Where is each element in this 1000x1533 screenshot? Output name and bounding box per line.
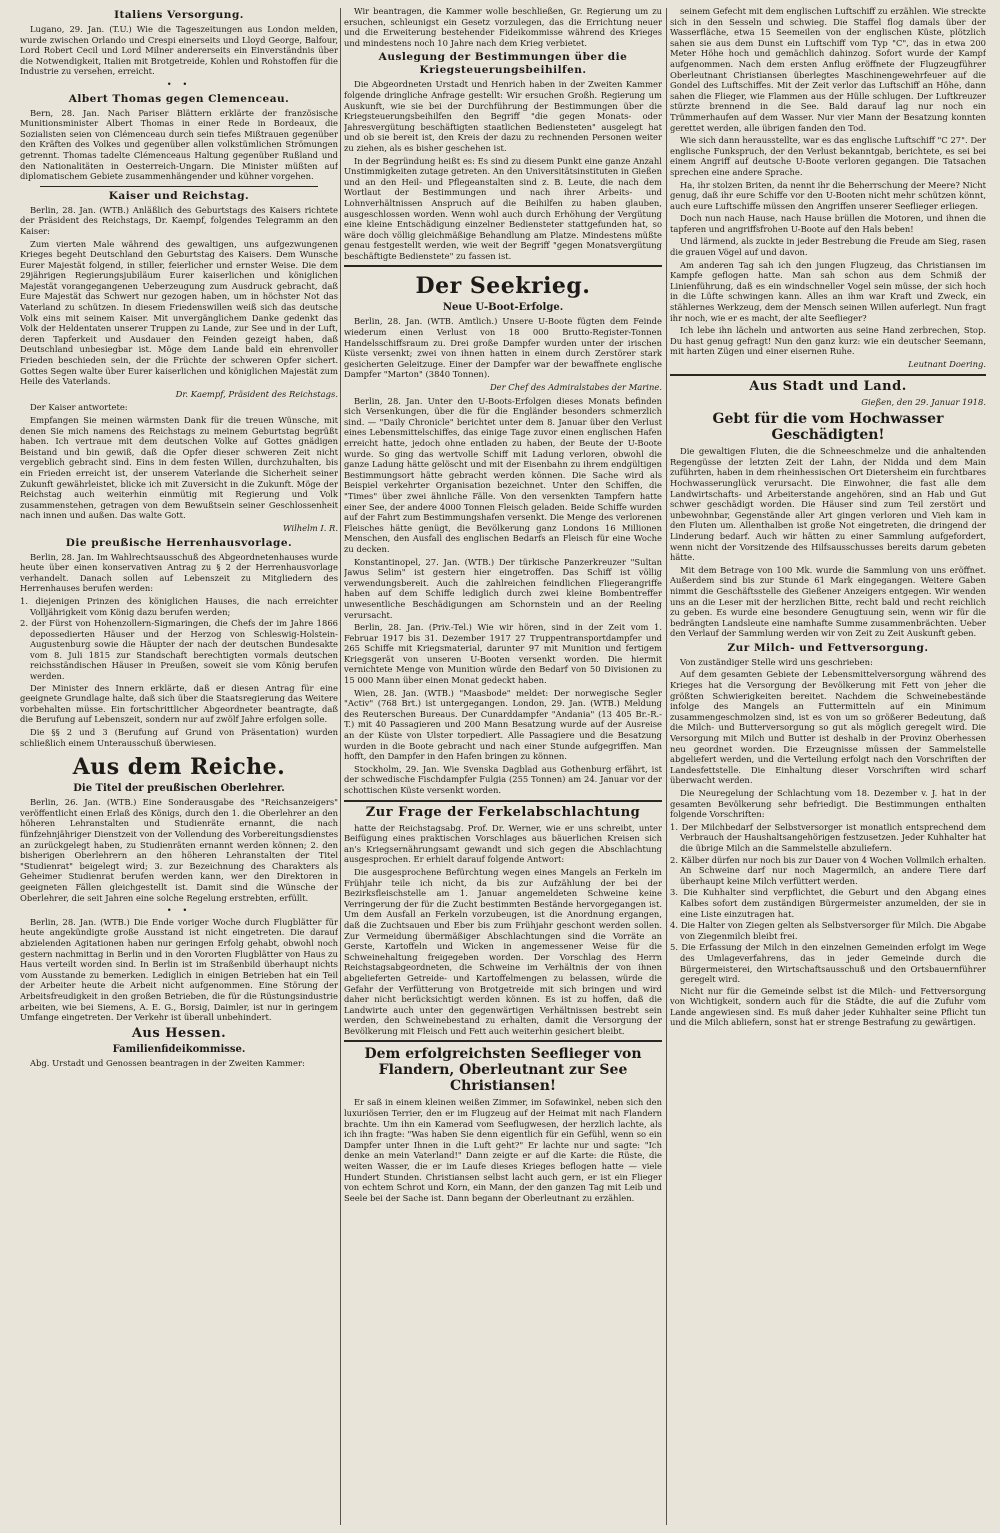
section-title-stadt-land: Aus Stadt und Land. bbox=[749, 378, 907, 394]
headline-kaiser: Kaiser und Reichstag. bbox=[108, 189, 250, 202]
list-item: 1. Der Milchbedarf der Selbstversorger ist monatlich entsprechend dem Verbrauch der Haushaltsangehörigen festzusetzen. Jeder Kuhhalter hat die übrige Milch an die Sammelstelle abzuliefern. bbox=[670, 821, 986, 853]
list-item: 1. diejenigen Prinzen des königlichen Hauses, die nach erreichter Volljährigkeit vom König dazu berufen werden; bbox=[20, 595, 338, 617]
article-kaiser-answer-intro: Der Kaiser antwortete: bbox=[30, 402, 128, 413]
article-see-5: Wien, 28. Jan. (WTB.) "Maasbode" meldet: Der norwegische Segler "Activ" (768 Brt.) ist untergegangen. London, 29. Jan. (WTB.) Meldung des Reuterschen Bureaus. Der Cunarddampfer "Andania" (13 405 Br.-R.-T.) mit 40 Passagieren und 200 Mann Besatzung wurde auf der Ausreise an der Küste von Ulster torpediert. Alle Passagiere und die Besatzung wurden in die Boote gebracht und nach einer Stunde aufgegriffen. Man hofft, den Dampfer in den Hafen bringen zu können. bbox=[344, 687, 662, 762]
article-milch-2: Auf dem gesamten Gebiete der Lebensmittelversorgung während des Krieges hat die Versorgung der Bevölkerung mit Fett von jeher die größten Schwierigkeiten bereitet. Nachdem die Schweinebestände infolge des Mangels an Futtermitteln auf ein Minimum zusammengeschmolzen sind, ist es von um so größerer Bedeutung, daß die Milch- und Butterversorgung so gut als möglich geregelt wird. Die Versorgung mit Milch und Butter ist deshalb in der Provinz Oberhessen neu geordnet worden. Die Erzeugnisse müssen der Sammelstelle abgeliefert werden, und die Verteilung erfolgt nach den Vorschriften der Landesfettstelle. Die Einhaltung dieser Vorschriften wird scharf überwacht werden. bbox=[670, 669, 986, 786]
article-milch-4: Nicht nur für die Gemeinde selbst ist die Milch- und Fettversorgung von Wichtigkeit, sondern auch für die Städte, die auf die Zufuhr vom Lande angewiesen sind. Es muß daher jeder Kuhhalter seine Pflicht tun und die Milch abliefern, sonst hat er strenge Bestrafung zu gewärtigen. bbox=[670, 985, 986, 1028]
headline-fideikommisse: Familienfideikommisse. bbox=[112, 1043, 246, 1055]
article-thomas: Bern, 28. Jan. Nach Pariser Blättern erklärte der französische Munitionsminister Albert Thomas in einer Rede in Bordeaux, die Sozialisten seien von Clémenceau durch sein tiefes Mißtrauen gegenüber den Kräften des Volkes und gegenüber allen volkstümlichen Strömungen getrennt. Thomas tadelte Clémenceaus Haltung gegenüber Rußland und den Nationalitäten in Oesterreich-Ungarn. Die Minister müßten auf diplomatischem Gebiete zusammenhängender und kühner vorgehen. bbox=[20, 107, 338, 182]
article-seeflieger-cont-4: Doch nun nach Hause, nach Hause brüllen die Motoren, und ihnen die tapferen und angriffsfrohen U-Boote auf den Hals beben! bbox=[670, 213, 986, 234]
headline-seeflieger: Dem erfolgreichsten Seeflieger von Flandern, Oberleutnant zur See Christiansen! bbox=[364, 1046, 642, 1095]
article-seeflieger-cont-5: Und lärmend, als zuckte in jeder Bestrebung die Freude am Sieg, rasen die grauen Vögel auf und davon. bbox=[670, 236, 986, 258]
article-herrenhaus-3: Die §§ 2 und 3 (Berufung auf Grund von Präsentation) wurden schließlich einem Unterausschuß überwiesen. bbox=[20, 727, 338, 748]
article-milch-3: Die Neuregelung der Schlachtung vom 18. Dezember v. J. hat in der gesamten Bevölkerung sehr befriedigt. Die Bestimmungen enthalten folgende Vorschriften: bbox=[670, 788, 986, 820]
headline-italien: Italiens Versorgung. bbox=[114, 9, 244, 21]
separator-dots: • • bbox=[166, 78, 192, 89]
section-title-seekrieg: Der Seekrieg. bbox=[415, 273, 591, 300]
article-ferkel-2: Die ausgesprochene Befürchtung wegen eines Mangels an Ferkeln im Frühjahr teile ich nicht, da bis zur Aufzählung der bei der Bezirksfleischstelle am 1. Januar angemeldeten Schweine keine Verringerung der für die Zucht bestimmten Bestände hervorgegangen ist. Um dem Ausfall an Ferkeln vorzubeugen, ist die Anordnung ergangen, daß die Zuchtsauen und Eber bis zum Frühjahr geschont werden sollen. Zur Vermeidung übermäßiger Abschlachtungen sind die Vorräte an Gerste, Kartoffeln und Wicken in angemessener Weise für die Schweinehaltung freigegeben worden. Der Vorschlag des Herrn Reichstagsabgeordneten, die Schweine im Verhältnis der von ihnen abgelieferten Getreide- und Kartoffelmengen zu belassen, würde die Gefahr der Verfütterung von Brotgetreide mit sich bringen und wird daher nicht berücksichtigt werden können. Es ist zu hoffen, daß die Landwirte auch unter den gegenwärtigen Verhältnissen bestrebt sein werden, den Schweinebestand zu erhalten, damit die Versorgung der Bevölkerung mit Fleisch und Fett auch weiterhin gesichert bleibt. bbox=[344, 866, 662, 1036]
section-title-hessen: Aus Hessen. bbox=[131, 1025, 227, 1041]
article-see-6: Stockholm, 29. Jan. Wie Svenska Dagblad aus Gothenburg erfährt, ist der schwedische Fischdampfer Fulgia (255 Tonnen) am 24. Januar vor der schottischen Küste versenkt worden. bbox=[344, 763, 662, 795]
headline-thomas: Albert Thomas gegen Clemenceau. bbox=[68, 92, 290, 105]
dateline: Gießen, den 29. Januar 1918. bbox=[861, 396, 986, 407]
article-auslegung-2: In der Begründung heißt es: Es sind zu diesem Punkt eine ganze Anzahl Unstimmigkeiten zutage getreten. An den Universitätsinstituten in Gießen und an den Heil- und Pflegeanstalten sind z. B. Leute, die nach dem Wortlaut der Bestimmungen und nach ihrer Arbeits- und Lohnverhältnissen Anspruch auf die Beihilfen zu haben glauben, ausgeschlossen worden. Wenn wohl auch durch Erhöhung der Vergütung eine kleine Entschädigung einzelner Bediensteter stattgefunden hat, so wäre doch völlig gleichmäßige Behandlung am Platze. Mindestens müßte genau festgestellt werden, wie weit der Begriff "gegen Monatsvergütung beschäftigte Bedienstete" zu fassen ist. bbox=[344, 155, 662, 261]
headline-ferkel: Zur Frage der Ferkelabschlachtung bbox=[365, 804, 641, 820]
column-rule-right bbox=[666, 8, 667, 1525]
article-seeflieger: Er saß in einem kleinen weißen Zimmer, im Sofawinkel, neben sich den luxuriösen Terrier, den er im Flugzeug auf der Heimat mit nach Flandern brachte. Um ihn ein Kamerad vom Seeflugwesen, der herzlich lachte, als ich ihn fragte: "Was haben Sie denn eigentlich für ein Gefühl, wenn so ein Dampfer unter Ihnen in die Luft geht?" Er lachte nur und sagte: "Ich denke an mein Vaterland!" Dann zeigte er auf die Karte: die Rüste, die weiten Wasser, die er im Laufe dieses Krieges beflogen hatte — viele Hundert Stunden. Christiansen selbst lacht auch gern, er ist ein Flieger von echtem Schrot und Korn, ein Mann, der den ganzen Tag mit Leib und Seele bei der Sache ist. Dann begann der Oberleutnant zu erzählen. bbox=[344, 1097, 662, 1203]
list-item: 4. Die Halter von Ziegen gelten als Selbstversorger für Milch. Die Abgabe von Ziegenmilch bleibt frei. bbox=[670, 920, 986, 941]
section-rule bbox=[344, 800, 662, 802]
section-title-reiche: Aus dem Reiche. bbox=[72, 754, 286, 781]
article-kaiser-intro: Berlin, 28. Jan. (WTB.) Anläßlich des Geburtstags des Kaisers richtete der Präsident des Reichstags, Dr. Kaempf, folgendes Telegramm an den Kaiser: bbox=[20, 204, 338, 236]
column-1 bbox=[20, 6, 338, 1527]
article-see-1: Berlin, 28. Jan. (WTB. Amtlich.) Unsere U-Boote fügten dem Feinde wiederum einen Verlust von 18 000 Brutto-Register-Tonnen Handelsschiffsraum zu. Drei große Dampfer wurden unter der irischen Küste versenkt; zwei von ihnen hatten in einem durch Zerstörer stark gesicherten Geleitzuge. Einer der Dampfer war der bewaffnete englische Dampfer "Marton" (3840 Tonnen). bbox=[344, 316, 662, 380]
column-2 bbox=[344, 6, 662, 1527]
list-item: 2. der Fürst von Hohenzollern-Sigmaringen, die Chefs der im Jahre 1866 depossedierten Häuser und der Herzog von Schleswig-Holstein-Augustenburg sowie die Häupter der nach der deutschen Bundesakte vom 8. Juli 1815 zur Standschaft berechtigten vormals deutschen reichsständischen Häuser in Preußen, soweit sie vom König berufen werden. bbox=[20, 618, 338, 682]
list-item: 2. Kälber dürfen nur noch bis zur Dauer von 4 Wochen Vollmilch erhalten. An Schweine darf nur noch Magermilch, an andere Tiere darf überhaupt keine Milch verfüttert werden. bbox=[670, 854, 986, 886]
signature-kaempf: Dr. Kaempf, Präsident des Reichstags. bbox=[175, 388, 338, 399]
headline-hochwasser: Gebt für die vom Hochwasser Geschädigten! bbox=[712, 411, 944, 444]
article-see-2: Berlin, 28. Jan. Unter den U-Boots-Erfolgen dieses Monats befinden sich Versenkungen, über die für die Engländer besonders schmerzlich sind. — "Daily Chronicle" berichtet unter dem 8. Januar über den Verlust eines Lebensmittelschiffes, das einige Tage zuvor einen englischen Hafen erreicht hatte, jedoch ohne entladen zu haben, der Beute der U-Boote wurde. So ging das wertvolle Schiff mit Ladung verloren, obwohl die ganze Ladung hätte gelöscht und mit der Eisenbahn zu ihrem endgültigen Bestimmungsort hätte gebracht werden können. Die Sache wird als Beispiel verkehrter Organisation bezeichnet. Unter den Schiffen, die "Times" über zwei ähnliche Fälle. Von den versenkten Tampfern hatte einer See, der andere 4000 Tonnen Fleisch geladen. Beide Schiffe wurden auf der Fahrt zum Bestimmungshafen versenkt. Die Menge des verlorenen Fleisches hätte genügt, die Bevölkerung ganz Londons 16 Millionen Menschen, den Ausfall des englischen Bedarfs an Fleisch für eine Woche zu decken. bbox=[344, 395, 662, 554]
article-hochwasser-1: Die gewaltigen Fluten, die die Schneeschmelze und die anhaltenden Regengüsse der letzten Zeit der Lahn, der Nidda und dem Main zuführten, haben in dem rheinhessischen Ort Dietersheim ein furchtbares Hochwasserunglück verursacht. Die Einwohner, die fast alle dem Landwirtschafts- und Arbeiterstande angehören, sind an Hab und Gut schwer geschädigt worden. Die Häuser sind zum Teil zerstört und unbewohnbar, Gegenstände aller Art gingen verloren und Vieh kam in den Fluten um. Allenthalben ist große Not eingetreten, die dringend der Linderung bedarf. Auch wir hätten zu einer Sammlung aufgefordert, wenn nicht der Vorsitzende des Hilfsausschusses bereits darum gebeten hätte. bbox=[670, 446, 986, 563]
article-auslegung-1: Die Abgeordneten Urstadt und Henrich haben in der Zweiten Kammer folgende dringliche Anfrage gestellt: Wir ersuchen Großh. Regierung um Auskunft, wie sie bei der Durchführung der Bestimmungen über die Kriegsteuerungsbeihilfen den Begriff "die gegen Monats- oder Jahresvergütung beschäftigten staatlichen Bediensteten" ausgelegt hat und ob sie bereit ist, den Kreis der dazu zu rechnenden Personen weiter zu ziehen, als es bisher geschehen ist. bbox=[344, 79, 662, 153]
article-see-4: Berlin, 28. Jan. (Priv.-Tel.) Wie wir hören, sind in der Zeit vom 1. Februar 1917 bis 31. Dezember 1917 27 Truppentransportdampfer und 265 Schiffe mit Kriegsmaterial, darunter 97 mit Munition und fertigem Kriegsgerät von unseren U-Booten versenkt worden. Die hiermit vernichtete Menge von Munition würde den Bedarf von 50 Divisionen zu 15 000 Mann über einen Monat gedeckt haben. bbox=[344, 622, 662, 686]
article-streik: Berlin, 28. Jan. (WTB.) Die Ende voriger Woche durch Flugblätter für heute angekündigte große Ausstand ist nicht eingetreten. Die darauf abzielenden Agitationen haben nur geringen Erfolg gehabt, obwohl noch gestern nachmittag in Berlin und in den Vororten Flugblätter von Haus zu Haus verteilt worden sind. In Berlin ist im Straßenbild überhaupt nichts vom Ausstande zu bemerken. Lediglich in einigen Betrieben hat ein Teil der Arbeiter heute die Arbeit nicht aufgenommen. Eine Störung der Arbeitsfreudigkeit in den großen Betrieben, die für die Rüstungsindustrie arbeiten, wie bei Siemens, A. E. G., Borsig, Daimler, ist nur in geringem Umfange eingetreten. Der Verkehr ist überall unbehindert. bbox=[20, 916, 338, 1023]
section-rule bbox=[344, 265, 662, 267]
article-herrenhaus-1: Berlin, 28. Jan. Im Wahlrechtsausschuß des Abgeordnetenhauses wurde heute über einen konservativen Antrag zu § 2 der Herrenhausvorlage verhandelt. Danach sollen auf Lebenszeit zu Mitgliedern des Herrenhauses berufen werden: bbox=[20, 551, 338, 594]
article-kaiser-telegram: Zum vierten Male während des gewaltigen, uns aufgezwungenen Krieges begeht Deutschland den Geburtstag des Kaisers. Dem Wunsche Eurer Majestät folgend, in stiller, feierlicher und ernster Weise. Die dem 29jährigen Regierungsjubiläum Eurer kaiserlichen und königlichen Majestät vorangegangenen Ueberzeugung zum Ausdruck gebracht, daß Eure Majestät das Schwert nur gezogen haben, um in höchster Not das Vaterland zu schützen. In diesem Friedenswillen weiß sich das deutsche Volk eins mit seinem Kaiser. Mit unvergänglichem Danke gedenkt das Volk der Heldentaten unserer Truppen zu Lande, zur See und in der Luft, deren Tapferkeit und Ausdauer den Feinden gezeigt haben, daß Deutschland unbesiegbar ist. Möge dem Lande bald ein ehrenvoller Frieden beschieden sein, der die Früchte der schweren Opfer sichert. Gottes Segen walte über Eurer kaiserlichen und königlichen Majestät zum Heile des Vaterlands. bbox=[20, 238, 338, 387]
signature-wilhelm: Wilhelm I. R. bbox=[282, 522, 338, 533]
headline-auslegung: Auslegung der Bestimmungen über die Kriegsteuerungsbeihilfen. bbox=[378, 51, 628, 77]
article-see-3: Konstantinopel, 27. Jan. (WTB.) Der türkische Panzerkreuzer "Sultan Jawus Selim" ist gestern hier eingetroffen. Das Schiff ist völlig verwendungsbereit. Auch die zahlreichen feindlichen Fliegerangriffe haben auf dem Schiffe lediglich durch zwei kleine Bombentreffer unwesentliche Beschädigungen am Schornstein und an der Reeling verursacht. bbox=[344, 556, 662, 620]
headline-uboot: Neue U-Boot-Erfolge. bbox=[442, 302, 564, 314]
article-seeflieger-cont-7: Ich lebe ihn lächeln und antworten aus seine Hand zerbrechen, Stop. Du hast genug gefragt! Nun den ganz kurz: wie ein deutscher Seemann, mit harten Zügen und einer eisernen Ruhe. bbox=[670, 325, 986, 357]
headline-milch: Zur Milch- und Fettversorgung. bbox=[727, 641, 929, 654]
section-rule bbox=[344, 1040, 662, 1042]
article-seeflieger-cont-1: seinem Gefecht mit dem englischen Luftschiff zu erzählen. Wie streckte sich in den Sesseln und schwieg. Die Staffel flog damals über der Wasserfläche, etwa 15 Seemeilen von der englischen Küste, plötzlich sahen sie aus dem Dunst ein Luftschiff vom Typ "C", das in etwa 200 Meter Höhe hoch und gemächlich dahinzog. Sofort wurde der Kampf aufgenommen. Nach dem ersten Anflug eröffnete der Flugzeugführer Oberleutnant Christiansen überlegtes Maschinengewehrfeuer auf die Gondel des Luftschiffes. Mit der Zeit verlor das Luftschiff an Höhe, dann sahen die Flieger, wie Flammen aus der Hülle schlugen. Der Luftkreuzer stürzte brennend in die See. Bald darauf lag nur noch ein Trümmerhaufen auf dem Wasser. Nur vier Mann der Besatzung konnten gerettet werden, alle übrigen fanden den Tod. bbox=[670, 6, 986, 133]
section-rule bbox=[670, 374, 986, 376]
article-herrenhaus-2: Der Minister des Innern erklärte, daß er diesen Antrag für eine geeignete Grundlage halte, daß sich über die Staatsregierung das Weitere vorbehalten müsse. Ein fortschrittlicher Abgeordneter beantragte, daß die Berufung auf Lebenszeit, sondern nur auf zwölf Jahre erfolgen solle. bbox=[20, 682, 338, 725]
article-ferkel-1: hatte der Reichstagsabg. Prof. Dr. Werner, wie er uns schreibt, unter Beifügung eines praktischen Vorschlages aus bäuerlichen Kreisen sich an's Kriegsernährungsamt gewandt und sich gegen die Abschlachtung ausgesprochen. Er erhielt darauf folgende Antwort: bbox=[344, 822, 662, 865]
list-item: 3. Die Kuhhalter sind verpflichtet, die Geburt und den Abgang eines Kalbes sofort dem zuständigen Bürgermeister anzumelden, der sie in eine Liste einzutragen hat. bbox=[670, 887, 986, 919]
headline-oberlehrer: Die Titel der preußischen Oberlehrer. bbox=[73, 783, 285, 795]
article-seeflieger-cont-3: Ha, ihr stolzen Briten, da nennt ihr die Beherrschung der Meere? Nicht genug, daß ihr eure Schiffe vor den U-Booten nicht mehr schützen könnt, auch eure Luftschiffe müssen den Angriffen unserer Seeflieger erliegen. bbox=[670, 179, 986, 211]
list-item: 5. Die Erfassung der Milch in den einzelnen Gemeinden erfolgt im Wege des Umlageverfahrens, das in jeder Gemeinde durch die Bürgermeisterei, den Wirtschaftsausschuß und den Ortsbauernführer geregelt wird. bbox=[670, 942, 986, 985]
column-rule-left bbox=[340, 8, 341, 1525]
article-fideikommisse: Wir beantragen, die Kammer wolle beschließen, Gr. Regierung um zu ersuchen, schleunigst ein Gesetz vorzulegen, das die Errichtung neuer und die Erweiterung bestehender Fideikommisse während des Krieges und mindestens noch 10 Jahre nach dem Krieg verbietet. bbox=[344, 6, 662, 48]
headline-herrenhaus: Die preußische Herrenhausvorlage. bbox=[65, 536, 293, 549]
section-rule bbox=[40, 186, 318, 187]
signature-admiralstab: Der Chef des Admiralstabes der Marine. bbox=[489, 382, 662, 393]
article-italien: Lugano, 29. Jan. (T.U.) Wie die Tageszeitungen aus London melden, wurde zwischen Orlando und Crespi einerseits und Lloyd George, Balfour, Lord Robert Cecil und Lord Milner andererseits ein Einverständnis über die Notwendigkeit, Italien mit Brotgetreide, Kohlen und Rohstoffen für die Industrie zu versehen, erreicht. bbox=[20, 24, 338, 77]
article-seeflieger-cont-6: Am anderen Tag sah ich den jungen Flugzeug, das Christiansen im Kampfe geflogen hatte. Man sah schon aus dem Schmiß der Linienführung, daß es ein windschneller Vogel sein müsse, der sich hoch in die Lüfte schwingen kann. Alles an ihm war Kraft und Zweck, ein stählernes Werkzeug, dem der Mensch seinen Willen auferlegt. Nun fragt ihr noch, wie er es macht, der alte Seeflieger? bbox=[670, 259, 986, 323]
article-hochwasser-2: Mit dem Betrage von 100 Mk. wurde die Sammlung von uns eröffnet. Außerdem sind bis zur Stunde 61 Mark eingegangen. Weitere Gaben nimmt die Geschäftsstelle des Gießener Anzeigers entgegen. Wir wenden uns an die Leser mit der herzlichen Bitte, recht bald und recht reichlich zu geben. Es wurde eine besondere Genugtuung sein, wenn wir für die bedrängten Landsleute eine namhafte Summe zusammenbrächten. Ueber den Verlauf der Sammlung werden wir von Zeit zu Zeit Auskunft geben. bbox=[670, 564, 986, 639]
signature-doering: Leutnant Doering. bbox=[908, 359, 986, 369]
article-milch-1: Von zuständiger Stelle wird uns geschrieben: bbox=[680, 656, 873, 667]
column-3 bbox=[670, 6, 986, 1527]
article-oberlehrer: Berlin, 26. Jan. (WTB.) Eine Sonderausgabe des "Reichsanzeigers" veröffentlicht einen Erlaß des Königs, durch den 1. die Oberlehrer an den höheren Lehranstalten und Studienräte ernannt, die nach fünfzehnjähriger Dienstzeit von der Vollendung des Vorbereitungsdienstes an zurückgelegt haben, zu Studienräten ernannt werden können; 2. den bisherigen Oberlehrern an den höheren Lehranstalten der Titel "Studienrat" beigelegt wird; 3. zur Bezeichnung des Charakters als Geheimer Studienrat berufen werden kann, wer den Direktoren in geeigneten Fällen gleichgestellt ist. Damit sind die Wünsche der Oberlehrer, die seit Jahren eine solche Regelung erstrebten, erfüllt. bbox=[20, 797, 338, 903]
article-seeflieger-cont-2: Wie sich dann herausstellte, war es das englische Luftschiff "C 27". Der englische Funkspruch, der den Verlust bekanntgab, berichtete, es sei bei einem Angriff auf deutsche U-Boote verloren gegangen. Die Tatsachen sprechen eine andere Sprache. bbox=[670, 135, 986, 177]
article-hessen: Abg. Urstadt und Genossen beantragen in der Zweiten Kammer: bbox=[30, 1057, 305, 1068]
separator-dots: • • bbox=[166, 905, 192, 916]
article-kaiser-answer: Empfangen Sie meinen wärmsten Dank für die treuen Wünsche, mit denen Sie mich namens des Reichstags zu meinem Geburtstag begrüßt haben. Ich vertraue mit dem deutschen Volke auf Gottes gnädigen Beistand und bin gewiß, daß die Opfer dieser schweren Zeit nicht vergeblich gebracht sind. Eins in dem festen Willen, durchzuhalten, bis ein Frieden erreicht ist, der unserem Vaterlande die Sicherheit seiner Zukunft gewährleistet, blicke ich mit Zuversicht in die Zukunft. Möge der Reichstag auch weiterhin einmütig mit Regierung und Volk zusammenstehen, getragen von dem Bewußtsein seiner Geschlossenheit nach innen und außen. Das walte Gott. bbox=[20, 415, 338, 521]
